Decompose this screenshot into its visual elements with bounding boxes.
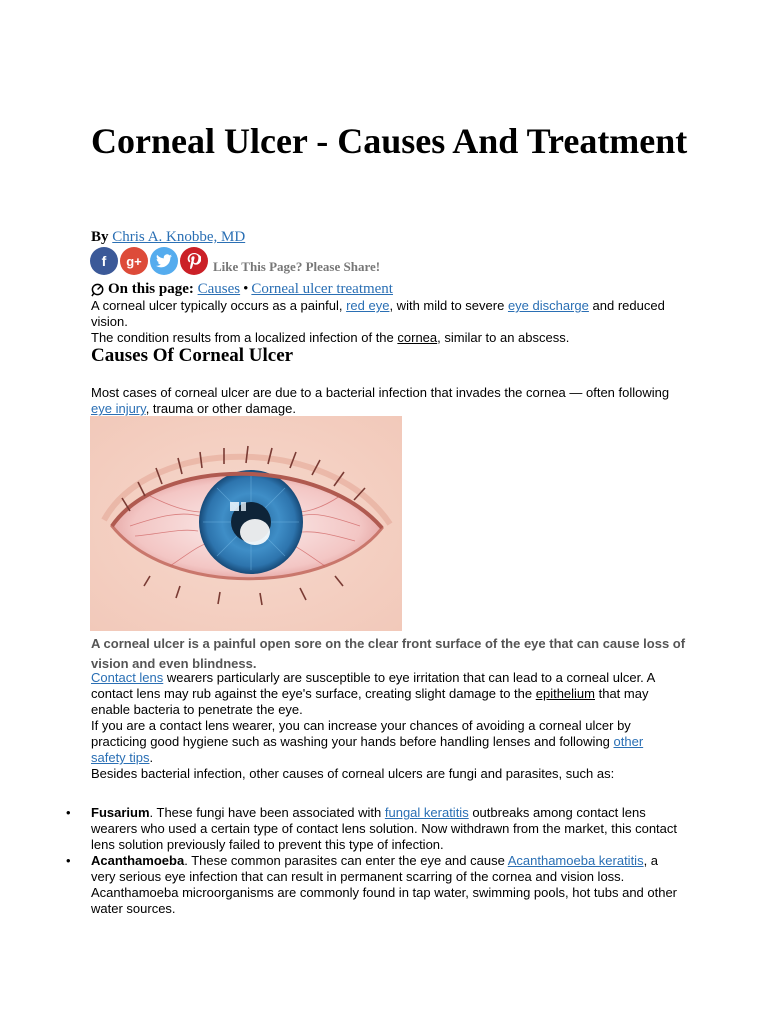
byline — [91, 229, 245, 246]
acanthamoeba-keratitis-link[interactable]: Acanthamoeba keratitis — [507, 853, 644, 868]
causes-text: Most cases of corneal ulcer are due to a bacterial infection that invades the cornea — often following — [91, 385, 670, 400]
list-item-term: Fusarium — [91, 805, 150, 820]
by-label: By — [91, 229, 109, 245]
eye-discharge-link[interactable]: eye discharge — [507, 298, 589, 313]
list-item-term: Acanthamoeba — [91, 853, 185, 868]
author-link[interactable]: Chris A. Knobbe, MD — [112, 229, 246, 245]
intro-text: , similar to an abscess. — [437, 330, 570, 345]
pointing-hand-icon — [91, 282, 106, 297]
nav-separator: • — [243, 281, 249, 297]
contact-lens-paragraph — [91, 670, 681, 782]
causes-paragraph — [91, 385, 671, 417]
intro-text: A corneal ulcer typically occurs as a painful, — [91, 298, 347, 313]
list-item-text: , a very serious eye infection that can result in permanent scarring of the cornea and vision loss. Acanthamoeba microorganisms are commonly found in tap water, swimming pools, hot tubs and other water sources. — [91, 853, 678, 916]
facebook-icon[interactable]: f — [90, 247, 118, 275]
share-bar — [90, 246, 380, 276]
fungal-keratitis-link[interactable]: fungal keratitis — [384, 805, 469, 820]
corneal-ulcer-eye-illustration — [90, 416, 402, 631]
on-this-page-label: On this page: — [108, 281, 194, 297]
contact-text: that may enable bacteria to penetrate the eye. — [91, 686, 649, 717]
safety-tips-link[interactable]: other safety tips — [91, 734, 644, 765]
epithelium-term: epithelium — [535, 686, 595, 701]
page-title: Corneal Ulcer - Causes And Treatment — [91, 121, 688, 161]
causes-link[interactable]: Causes — [197, 281, 241, 297]
red-eye-link[interactable]: red eye — [346, 298, 390, 313]
intro-text: The condition results from a localized infection of the — [91, 330, 398, 345]
bullet: • — [66, 805, 71, 820]
cornea-term: cornea — [397, 330, 438, 345]
intro-text: , with mild to severe — [389, 298, 508, 313]
list-item-text: outbreaks among contact lens wearers who used a certain type of contact lens solution. Now withdrawn from the market, this contact lens solution previously failed to prevent this type of infection. — [91, 805, 677, 852]
contact-text: wearers particularly are susceptible to eye irritation that can lead to a corneal ulcer. A contact lens may rub against the eye's surface, creating slight damage to the — [91, 670, 655, 701]
intro-paragraph — [91, 298, 691, 346]
causes-text: , trauma or other damage. — [145, 401, 296, 416]
contact-lens-link[interactable]: Contact lens — [91, 670, 164, 685]
share-prompt: Like This Page? Please Share! — [213, 259, 381, 274]
eye-injury-link[interactable]: eye injury — [91, 401, 146, 416]
list-item — [66, 805, 686, 853]
contact-text: If you are a contact lens wearer, you can increase your chances of avoiding a corneal ulcer by practicing good hygiene such as washing your hands before handling lenses and following — [91, 718, 631, 749]
pinterest-icon[interactable] — [180, 247, 208, 275]
list-item — [66, 853, 686, 917]
causes-heading: Causes Of Corneal Ulcer — [91, 345, 294, 366]
treatment-link[interactable]: Corneal ulcer treatment — [251, 281, 393, 297]
intro-text: and reduced vision. — [91, 298, 665, 329]
contact-text: . — [149, 750, 154, 765]
list-item-text: . These common parasites can enter the eye and cause — [184, 853, 508, 868]
list-item-text: . These fungi have been associated with — [149, 805, 385, 820]
on-this-page-nav — [91, 281, 393, 298]
google-plus-icon[interactable]: g+ — [120, 247, 148, 275]
image-caption: A corneal ulcer is a painful open sore on the clear front surface of the eye that can cause loss of vision and even blindness. — [91, 636, 686, 671]
causes-list — [66, 805, 686, 917]
twitter-icon[interactable] — [150, 247, 178, 275]
bullet: • — [66, 853, 71, 868]
contact-text: Besides bacterial infection, other causes of corneal ulcers are fungi and parasites, such as: — [91, 766, 615, 781]
